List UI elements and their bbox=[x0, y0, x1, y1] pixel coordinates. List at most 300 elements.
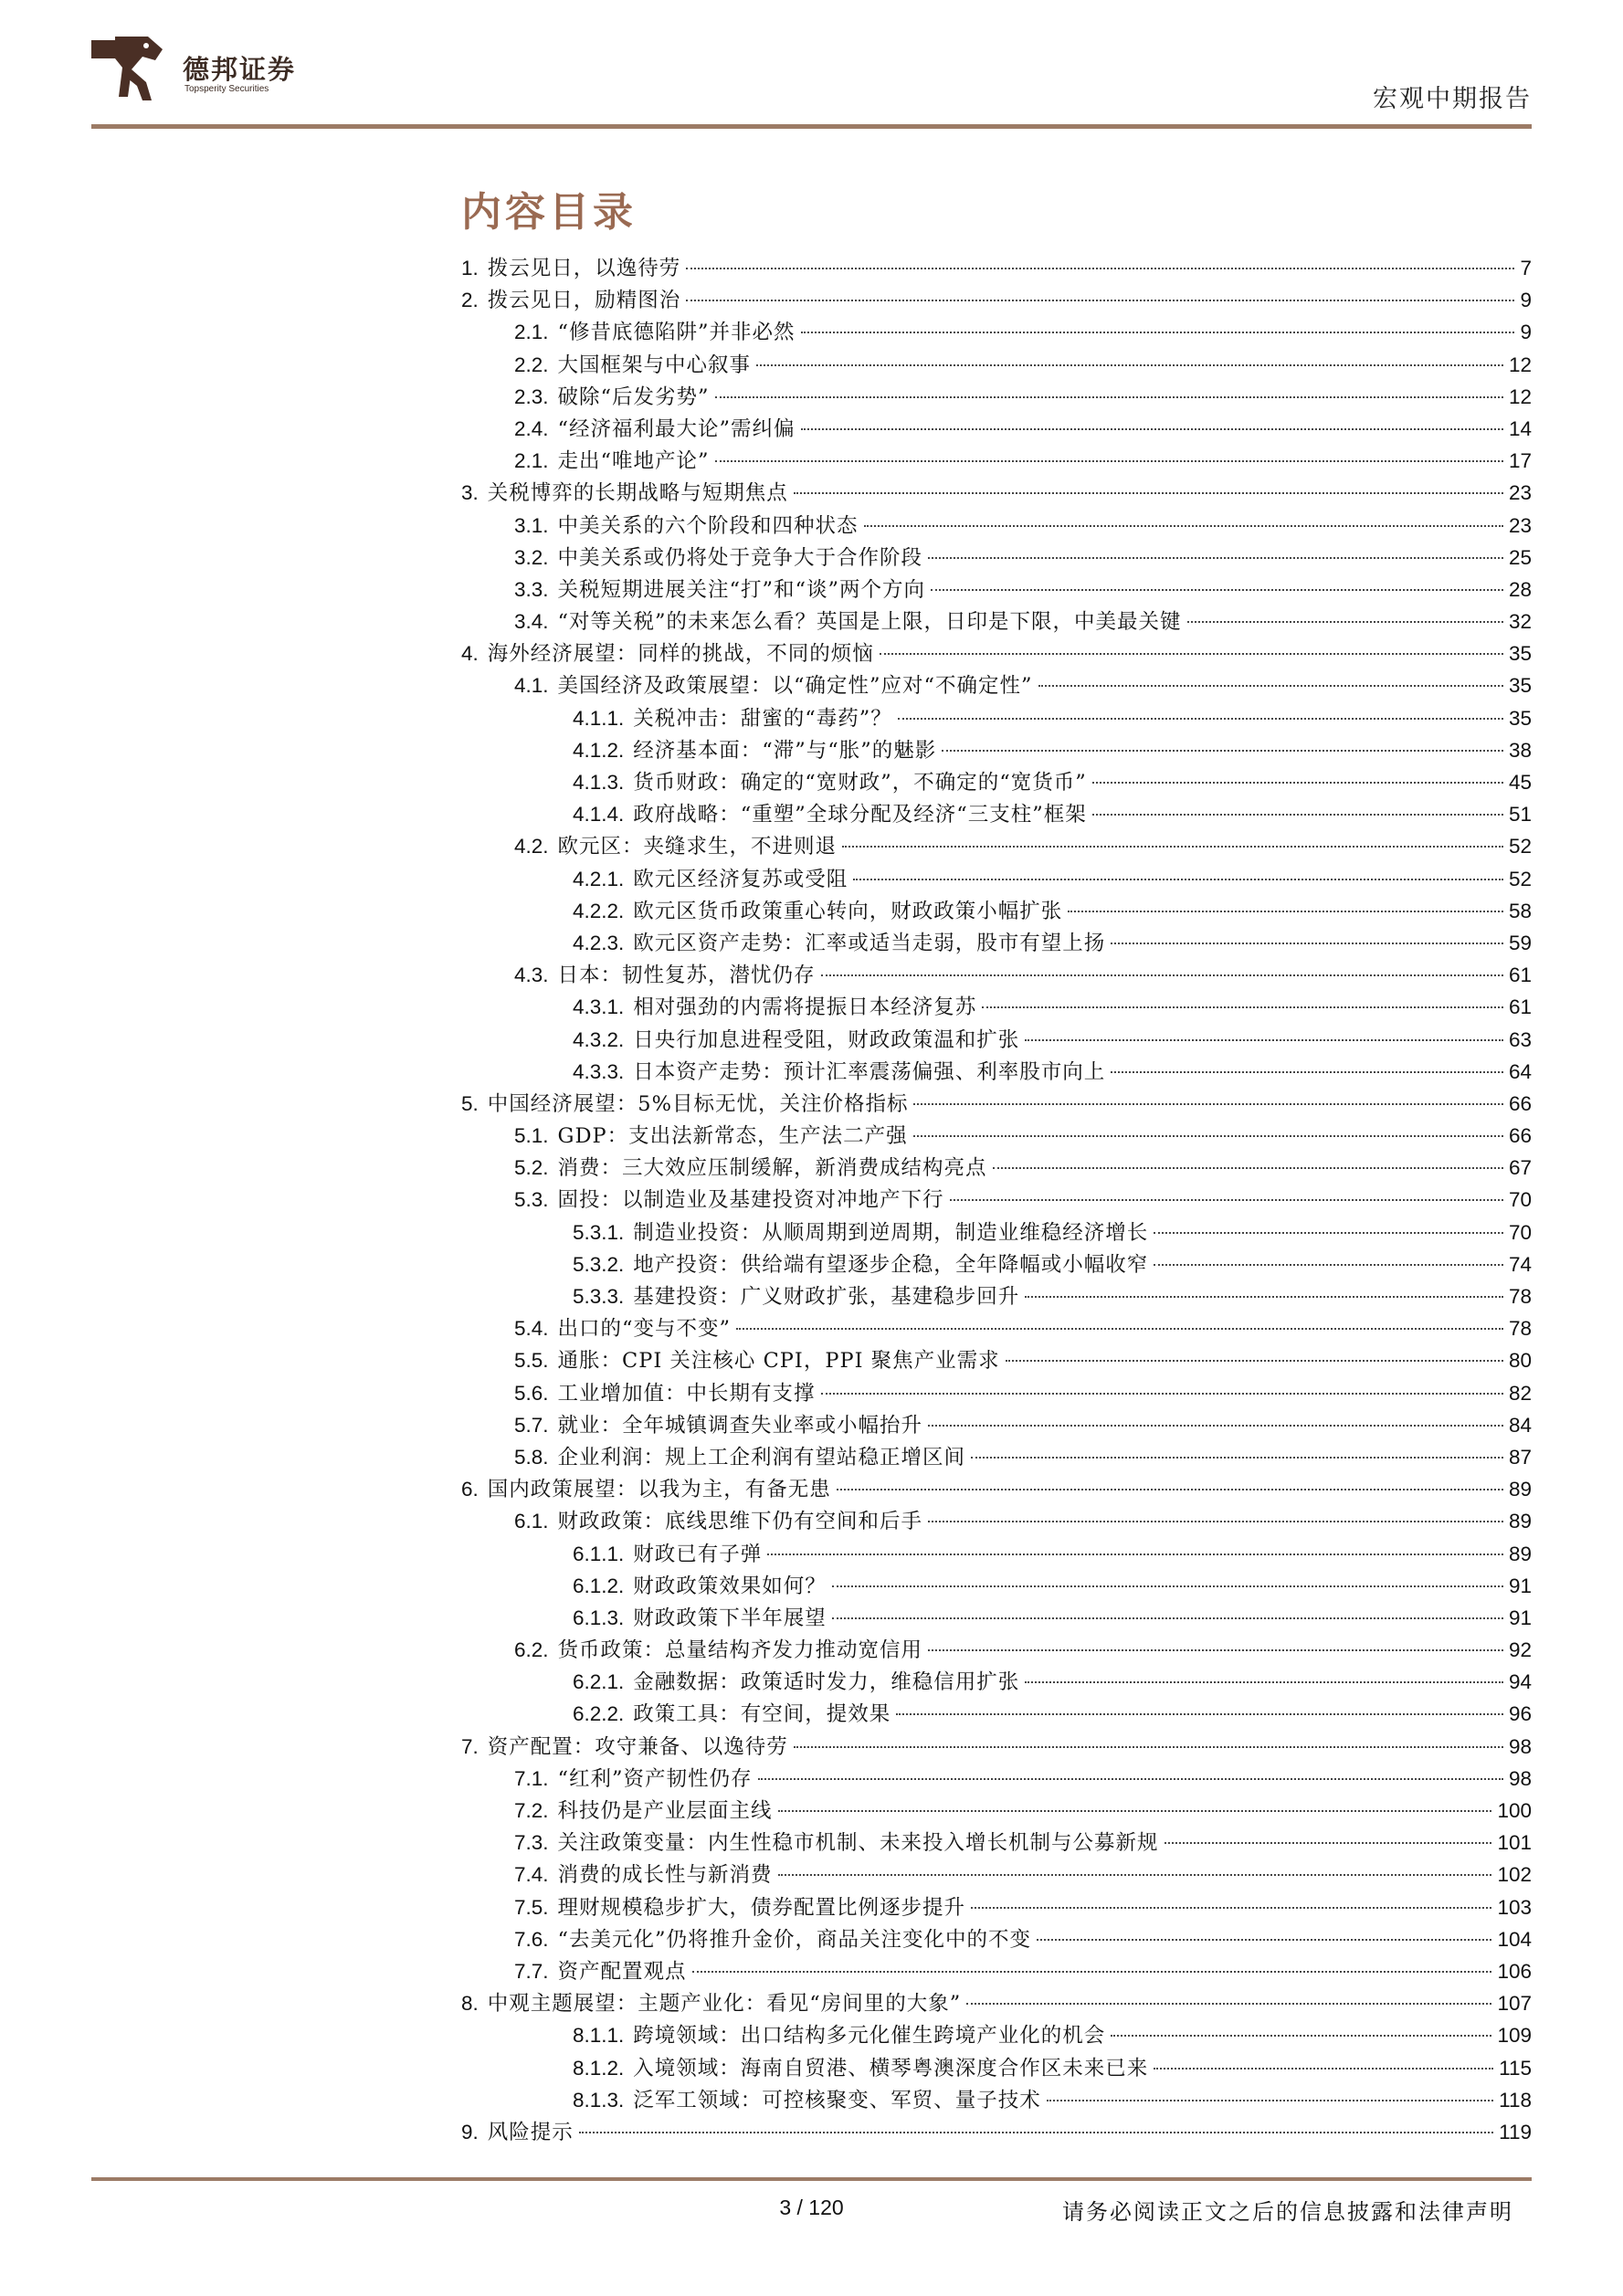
toc-entry[interactable] bbox=[461, 766, 1532, 798]
toc-entry-title[interactable]: 固投：以制造业及基建投资对冲地产下行 bbox=[557, 1188, 944, 1213]
toc-entry-page: 38 bbox=[1508, 738, 1532, 762]
toc-entry-title[interactable]: 地产投资：供给端有望逐步企稳，全年降幅或小幅收窄 bbox=[633, 1252, 1149, 1277]
toc-entry-title[interactable]: 海外经济展望：同样的挑战，不同的烦恼 bbox=[487, 642, 874, 667]
toc-entry-title[interactable]: 政府战略：“重塑”全球分配及经济“三支柱”框架 bbox=[633, 803, 1087, 827]
toc-entry-title[interactable]: 财政政策效果如何？ bbox=[633, 1574, 827, 1598]
toc-entry[interactable] bbox=[461, 2084, 1532, 2116]
toc-entry[interactable] bbox=[461, 1570, 1532, 1602]
toc-leader-dots bbox=[931, 589, 1503, 591]
toc-entry-number: 3.4. bbox=[514, 610, 549, 634]
toc-entry-title[interactable]: 泛军工领域：可控核聚变、军贸、量子技术 bbox=[633, 2088, 1041, 2112]
toc-entry-number: 7. bbox=[461, 1734, 479, 1758]
toc-leader-dots bbox=[736, 1328, 1503, 1330]
toc-entry-page: 9 bbox=[1520, 321, 1532, 344]
toc-entry-title[interactable]: 科技仍是产业层面主线 bbox=[557, 1799, 773, 1823]
toc-entry[interactable] bbox=[461, 1216, 1532, 1248]
toc-entry-title[interactable]: “对等关税”的未来怎么看？英国是上限，日印是下限，中美最关键 bbox=[557, 610, 1182, 635]
toc-entry-number: 6.1.3. bbox=[573, 1606, 625, 1629]
toc-entry-number: 4.2.1. bbox=[573, 867, 625, 890]
toc-entry[interactable] bbox=[461, 637, 1532, 669]
toc-leader-dots bbox=[1025, 1681, 1503, 1683]
toc-entry[interactable] bbox=[461, 1666, 1532, 1698]
toc-entry-number: 4.1.1. bbox=[573, 706, 625, 730]
company-logo-mark bbox=[91, 33, 174, 106]
toc-entry[interactable] bbox=[461, 1731, 1532, 1763]
toc-entry-page: 82 bbox=[1508, 1381, 1532, 1405]
toc-leader-dots bbox=[715, 396, 1503, 398]
toc-entry-title[interactable]: 经济基本面：“滞”与“胀”的魅影 bbox=[633, 738, 937, 763]
toc-entry-title[interactable]: 制造业投资：从顺周期到逆周期，制造业维稳经济增长 bbox=[633, 1220, 1149, 1245]
toc-entry-page: 89 bbox=[1508, 1478, 1532, 1501]
toc-leader-dots bbox=[928, 1425, 1503, 1427]
toc-entry-page: 51 bbox=[1508, 803, 1532, 827]
toc-entry-title[interactable]: 相对强劲的内需将提振日本经济复苏 bbox=[633, 995, 977, 1020]
toc-entry-page: 91 bbox=[1508, 1606, 1532, 1629]
toc-entry-number: 2. bbox=[461, 289, 479, 312]
toc-leader-dots bbox=[1025, 1296, 1503, 1298]
toc-entry[interactable] bbox=[461, 542, 1532, 574]
toc-leader-dots bbox=[864, 525, 1503, 527]
toc-entry-title[interactable]: 消费的成长性与新消费 bbox=[557, 1863, 773, 1888]
toc-entry-page: 96 bbox=[1508, 1702, 1532, 1726]
company-logo bbox=[91, 33, 338, 115]
toc-entry-number: 8.1.2. bbox=[573, 2056, 625, 2080]
toc-entry-number: 4.3.2. bbox=[573, 1027, 625, 1051]
toc-leader-dots bbox=[1165, 1842, 1492, 1844]
toc-entry-page: 25 bbox=[1508, 545, 1532, 569]
toc-leader-dots bbox=[715, 460, 1503, 462]
toc-entry-number: 5. bbox=[461, 1091, 479, 1115]
toc-entry-page: 14 bbox=[1508, 416, 1532, 440]
toc-entry-title[interactable]: 欧元区：夹缝求生，不进则退 bbox=[557, 835, 838, 859]
toc-leader-dots bbox=[686, 268, 1514, 269]
toc-entry-number: 5.3.2. bbox=[573, 1252, 625, 1276]
toc-entry[interactable] bbox=[461, 830, 1532, 862]
toc-entry-title[interactable]: 基建投资：广义财政扩张，基建稳步回升 bbox=[633, 1285, 1020, 1309]
toc-entry-page: 61 bbox=[1508, 995, 1532, 1019]
toc-entry-title[interactable]: 日本资产走势：预计汇率震荡偏强、利率股市向上 bbox=[633, 1059, 1106, 1084]
toc-entry[interactable] bbox=[461, 1763, 1532, 1795]
report-type: 宏观中期报告 bbox=[1373, 85, 1532, 113]
toc-entry-title[interactable]: 财政政策：底线思维下仍有空间和后手 bbox=[557, 1510, 923, 1534]
toc-entry-page: 98 bbox=[1508, 1766, 1532, 1790]
toc-entry[interactable] bbox=[461, 798, 1532, 830]
toc-entry-title[interactable]: “经济福利最大论”需纠偏 bbox=[557, 416, 796, 441]
toc-leader-dots bbox=[1111, 2035, 1491, 2037]
toc-entry-page: 61 bbox=[1508, 964, 1532, 987]
toc-entry-number: 7.6. bbox=[514, 1927, 549, 1951]
toc-entry-title[interactable]: 日本：韧性复苏，潜忧仍存 bbox=[557, 964, 816, 988]
legal-disclaimer: 请务必阅读正文之后的信息披露和法律声明 bbox=[1062, 2199, 1513, 2225]
toc-entry[interactable] bbox=[461, 1859, 1532, 1891]
toc-entry-title[interactable]: 跨境领域：出口结构多元化催生跨境产业化的机会 bbox=[633, 2024, 1106, 2048]
toc-entry[interactable] bbox=[461, 445, 1532, 477]
toc-leader-dots bbox=[1037, 1939, 1491, 1941]
toc-entry-title[interactable]: 中国经济展望：5%目标无忧，关注价格指标 bbox=[487, 1091, 909, 1116]
toc-entry-number: 2.3. bbox=[514, 384, 549, 408]
toc-leader-dots bbox=[821, 974, 1503, 976]
toc-entry-number: 4.3.1. bbox=[573, 995, 625, 1019]
toc-entry-page: 78 bbox=[1508, 1285, 1532, 1308]
toc-entry-page: 101 bbox=[1497, 1831, 1532, 1855]
toc-entry-page: 98 bbox=[1508, 1734, 1532, 1758]
toc-entry-title[interactable]: 货币财政：确定的“宽财政”，不确定的“宽货币” bbox=[633, 771, 1087, 795]
toc-entry-page: 64 bbox=[1508, 1059, 1532, 1083]
toc-entry-page: 107 bbox=[1497, 1992, 1532, 2016]
toc-entry-page: 118 bbox=[1499, 2088, 1532, 2112]
toc-entry-title[interactable]: 通胀：CPI 关注核心 CPI，PPI 聚焦产业需求 bbox=[557, 1349, 1000, 1374]
toc-entry-page: 103 bbox=[1497, 1895, 1532, 1919]
toc-leader-dots bbox=[1047, 2100, 1493, 2101]
toc-entry-page: 35 bbox=[1508, 642, 1532, 666]
toc-entry[interactable] bbox=[461, 895, 1532, 927]
toc-entry-number: 9. bbox=[461, 2120, 479, 2143]
toc-entry-title[interactable]: 货币政策：总量结构齐发力推动宽信用 bbox=[557, 1638, 923, 1663]
toc-entry-number: 2.2. bbox=[514, 353, 549, 376]
toc-entry-title[interactable]: “修昔底德陷阱”并非必然 bbox=[557, 321, 796, 345]
toc-entry[interactable] bbox=[461, 1088, 1532, 1120]
toc-leader-dots bbox=[686, 300, 1514, 301]
toc-leader-dots bbox=[801, 428, 1503, 430]
header-divider bbox=[91, 124, 1532, 129]
toc-leader-dots bbox=[966, 2003, 1491, 2005]
toc-entry-page: 66 bbox=[1508, 1124, 1532, 1148]
toc-entry[interactable] bbox=[461, 1120, 1532, 1152]
toc-leader-dots bbox=[913, 1135, 1503, 1137]
toc-leader-dots bbox=[913, 1103, 1503, 1105]
toc-entry-number: 6.1. bbox=[514, 1510, 549, 1533]
toc-entry[interactable] bbox=[461, 1409, 1532, 1441]
toc-entry[interactable] bbox=[461, 2019, 1532, 2051]
toc-entry-title[interactable]: GDP：支出法新常态，生产法二产强 bbox=[557, 1124, 908, 1149]
footer-divider bbox=[91, 2177, 1532, 2181]
toc-entry-title[interactable]: 就业：全年城镇调查失业率或小幅抬升 bbox=[557, 1413, 923, 1438]
toc-entry-number: 7.2. bbox=[514, 1799, 549, 1822]
toc-leader-dots bbox=[1111, 1071, 1503, 1073]
company-name: 德邦证券 bbox=[183, 54, 297, 85]
toc-entry-title[interactable]: 金融数据：政策适时发力，维稳信用扩张 bbox=[633, 1670, 1020, 1695]
toc-leader-dots bbox=[853, 879, 1503, 880]
company-name-en: Topsperity Securities bbox=[184, 84, 269, 94]
toc-entry-number: 5.4. bbox=[514, 1317, 549, 1341]
toc-entry-title[interactable]: 工业增加值：中长期有支撑 bbox=[557, 1381, 816, 1406]
toc-entry-title[interactable]: 拨云见日，励精图治 bbox=[487, 289, 681, 313]
toc-entry[interactable] bbox=[461, 574, 1532, 606]
toc-entry-page: 7 bbox=[1520, 257, 1532, 279]
table-of-contents bbox=[461, 252, 1532, 2148]
toc-entry-title[interactable]: 出口的“变与不变” bbox=[557, 1317, 732, 1342]
toc-entry[interactable] bbox=[461, 1344, 1532, 1376]
toc-entry-title[interactable]: 资产配置：攻守兼备、以逸待劳 bbox=[487, 1734, 788, 1759]
toc-leader-dots bbox=[928, 1521, 1503, 1522]
toc-leader-dots bbox=[1038, 685, 1503, 687]
toc-entry-number: 7.1. bbox=[514, 1766, 549, 1790]
toc-entry-page: 70 bbox=[1508, 1188, 1532, 1212]
toc-entry-number: 6. bbox=[461, 1478, 479, 1501]
toc-entry-number: 5.3.1. bbox=[573, 1220, 625, 1244]
toc-entry-page: 100 bbox=[1497, 1799, 1532, 1822]
toc-leader-dots bbox=[794, 492, 1503, 494]
toc-entry-title[interactable]: 风险提示 bbox=[487, 2120, 574, 2144]
toc-entry[interactable] bbox=[461, 284, 1532, 316]
toc-leader-dots bbox=[1154, 1232, 1503, 1234]
toc-entry[interactable] bbox=[461, 1955, 1532, 1987]
toc-entry-page: 28 bbox=[1508, 577, 1532, 601]
toc-entry[interactable] bbox=[461, 1056, 1532, 1088]
toc-entry-page: 12 bbox=[1508, 353, 1532, 376]
toc-leader-dots bbox=[1068, 911, 1503, 912]
toc-entry-page: 94 bbox=[1508, 1670, 1532, 1694]
toc-entry-title[interactable]: 中美关系或仍将处于竞争大于合作阶段 bbox=[557, 545, 923, 570]
toc-entry-title[interactable]: 财政政策下半年展望 bbox=[633, 1606, 827, 1630]
toc-leader-dots bbox=[928, 557, 1503, 559]
toc-entry-number: 5.3. bbox=[514, 1188, 549, 1212]
toc-entry-title[interactable]: 欧元区资产走势：汇率或适当走弱，股市有望上扬 bbox=[633, 931, 1106, 955]
toc-entry-title[interactable]: 入境领域：海南自贸港、横琴粤澳深度合作区未来已来 bbox=[633, 2056, 1149, 2080]
toc-entry-number: 4.1. bbox=[514, 674, 549, 698]
toc-entry-number: 5.8. bbox=[514, 1445, 549, 1469]
toc-entry-title[interactable]: 欧元区经济复苏或受阻 bbox=[633, 867, 848, 891]
toc-entry-title[interactable]: 理财规模稳步扩大，债券配置比例逐步提升 bbox=[557, 1895, 966, 1920]
toc-entry[interactable] bbox=[461, 316, 1532, 348]
toc-entry-title[interactable]: 美国经济及政策展望：以“确定性”应对“不确定性” bbox=[557, 674, 1033, 699]
toc-entry[interactable] bbox=[461, 1312, 1532, 1344]
toc-entry-number: 4.1.2. bbox=[573, 738, 625, 762]
toc-entry-title[interactable]: 关注政策变量：内生性稳市机制、未来投入增长机制与公募新规 bbox=[557, 1831, 1159, 1856]
toc-entry[interactable] bbox=[461, 1473, 1532, 1505]
toc-entry-title[interactable]: 日央行加息进程受阻，财政政策温和扩张 bbox=[633, 1027, 1020, 1052]
toc-entry-number: 7.3. bbox=[514, 1831, 549, 1855]
toc-entry-title[interactable]: 关税冲击：甜蜜的“毒药”？ bbox=[633, 706, 892, 731]
toc-entry-page: 78 bbox=[1508, 1317, 1532, 1341]
toc-leader-dots bbox=[950, 1199, 1503, 1201]
toc-entry-title[interactable]: 国内政策展望：以我为主，有备无患 bbox=[487, 1478, 831, 1502]
toc-leader-dots bbox=[837, 1489, 1503, 1490]
toc-entry-page: 45 bbox=[1508, 771, 1532, 794]
toc-entry-page: 12 bbox=[1508, 384, 1532, 408]
toc-entry[interactable] bbox=[461, 1505, 1532, 1537]
page-header bbox=[91, 0, 1532, 128]
toc-entry[interactable] bbox=[461, 606, 1532, 637]
toc-entry-number: 4.2. bbox=[514, 835, 549, 858]
toc-entry[interactable] bbox=[461, 1184, 1532, 1216]
toc-entry-title[interactable]: “红利”资产韧性仍存 bbox=[557, 1766, 753, 1791]
toc-entry-number: 5.5. bbox=[514, 1349, 549, 1373]
toc-leader-dots bbox=[778, 1810, 1492, 1812]
toc-entry[interactable] bbox=[461, 1377, 1532, 1409]
toc-entry-title[interactable]: 大国框架与中心叙事 bbox=[557, 353, 752, 377]
toc-leader-dots bbox=[1006, 1360, 1503, 1362]
toc-leader-dots bbox=[692, 1971, 1492, 1973]
toc-leader-dots bbox=[993, 1167, 1503, 1169]
toc-entry-title[interactable]: 中美关系的六个阶段和四种状态 bbox=[557, 513, 859, 538]
toc-leader-dots bbox=[756, 364, 1503, 366]
page-number: 3 / 120 bbox=[779, 2196, 844, 2219]
toc-leader-dots bbox=[1111, 943, 1503, 944]
toc-entry-title[interactable]: 走出“唯地产论” bbox=[557, 449, 710, 474]
toc-leader-dots bbox=[801, 332, 1515, 333]
toc-entry-page: 89 bbox=[1508, 1510, 1532, 1533]
toc-leader-dots bbox=[928, 1649, 1503, 1651]
toc-leader-dots bbox=[842, 846, 1503, 848]
toc-entry-number: 4.1.4. bbox=[573, 803, 625, 827]
toc-entry[interactable] bbox=[461, 991, 1532, 1023]
toc-entry[interactable] bbox=[461, 1827, 1532, 1859]
toc-entry[interactable] bbox=[461, 1538, 1532, 1570]
toc-entry-number: 4.3.3. bbox=[573, 1059, 625, 1083]
toc-entry-title[interactable]: 拨云见日，以逸待劳 bbox=[487, 257, 681, 280]
toc-entry-page: 23 bbox=[1508, 481, 1532, 505]
toc-leader-dots bbox=[767, 1553, 1503, 1555]
toc-entry[interactable] bbox=[461, 2052, 1532, 2084]
toc-entry-number: 4.1.3. bbox=[573, 771, 625, 794]
toc-leader-dots bbox=[896, 1713, 1503, 1715]
toc-entry-page: 32 bbox=[1508, 610, 1532, 634]
toc-entry-number: 3. bbox=[461, 481, 479, 505]
toc-entry-page: 17 bbox=[1508, 449, 1532, 473]
toc-entry-title[interactable]: 财政已有子弹 bbox=[633, 1542, 763, 1566]
toc-entry[interactable] bbox=[461, 1248, 1532, 1280]
toc-entry-number: 2.1. bbox=[514, 449, 549, 473]
toc-entry-page: 106 bbox=[1497, 1959, 1532, 1983]
toc-entry-number: 5.1. bbox=[514, 1124, 549, 1148]
toc-entry-number: 6.2.2. bbox=[573, 1702, 625, 1726]
toc-entry[interactable] bbox=[461, 1602, 1532, 1634]
toc-entry-number: 5.3.3. bbox=[573, 1285, 625, 1308]
toc-entry[interactable] bbox=[461, 1024, 1532, 1056]
toc-entry[interactable] bbox=[461, 2116, 1532, 2148]
toc-entry-number: 8. bbox=[461, 1992, 479, 2016]
toc-entry-title[interactable]: 关税短期进展关注“打”和“谈”两个方向 bbox=[557, 577, 926, 602]
toc-entry[interactable] bbox=[461, 252, 1532, 284]
toc-entry-page: 91 bbox=[1508, 1574, 1532, 1597]
toc-entry-number: 5.6. bbox=[514, 1381, 549, 1405]
toc-entry[interactable] bbox=[461, 381, 1532, 413]
toc-entry[interactable] bbox=[461, 702, 1532, 734]
toc-leader-dots bbox=[1187, 621, 1503, 623]
toc-entry-number: 6.1.2. bbox=[573, 1574, 625, 1597]
toc-entry-page: 74 bbox=[1508, 1252, 1532, 1276]
toc-entry-page: 67 bbox=[1508, 1156, 1532, 1180]
toc-entry[interactable] bbox=[461, 1280, 1532, 1312]
toc-entry-page: 35 bbox=[1508, 674, 1532, 698]
toc-entry-number: 2.4. bbox=[514, 416, 549, 440]
toc-entry[interactable] bbox=[461, 1987, 1532, 2019]
toc-leader-dots bbox=[832, 1585, 1503, 1587]
toc-entry-number: 3.1. bbox=[514, 513, 549, 537]
toc-entry[interactable] bbox=[461, 1634, 1532, 1666]
toc-entry-title[interactable]: 资产配置观点 bbox=[557, 1959, 687, 1984]
toc-entry-page: 66 bbox=[1508, 1091, 1532, 1115]
toc-entry[interactable] bbox=[461, 927, 1532, 959]
toc-entry-page: 87 bbox=[1508, 1445, 1532, 1469]
toc-leader-dots bbox=[898, 718, 1503, 720]
toc-entry-number: 5.2. bbox=[514, 1156, 549, 1180]
toc-entry-page: 80 bbox=[1508, 1349, 1532, 1373]
toc-leader-dots bbox=[942, 750, 1503, 752]
toc-leader-dots bbox=[880, 653, 1503, 655]
toc-entry-number: 1. bbox=[461, 257, 479, 279]
toc-entry-number: 6.2. bbox=[514, 1638, 549, 1662]
toc-entry[interactable] bbox=[461, 1795, 1532, 1827]
toc-entry-title[interactable]: 关税博弈的长期战略与短期焦点 bbox=[487, 481, 788, 506]
toc-leader-dots bbox=[821, 1393, 1503, 1395]
toc-entry-page: 115 bbox=[1499, 2056, 1532, 2080]
toc-entry[interactable] bbox=[461, 734, 1532, 766]
toc-entry-page: 119 bbox=[1499, 2120, 1532, 2143]
toc-entry-page: 63 bbox=[1508, 1027, 1532, 1051]
toc-entry-page: 35 bbox=[1508, 706, 1532, 730]
toc-entry-number: 4.2.3. bbox=[573, 931, 625, 954]
toc-entry-page: 52 bbox=[1508, 835, 1532, 858]
toc-entry[interactable] bbox=[461, 1152, 1532, 1184]
toc-entry-page: 59 bbox=[1508, 931, 1532, 954]
toc-leader-dots bbox=[1154, 1264, 1503, 1266]
toc-entry-number: 3.3. bbox=[514, 577, 549, 601]
toc-entry-title[interactable]: 消费：三大效应压制缓解，新消费成结构亮点 bbox=[557, 1156, 987, 1181]
toc-entry[interactable] bbox=[461, 1698, 1532, 1730]
toc-entry-page: 70 bbox=[1508, 1220, 1532, 1244]
toc-entry[interactable] bbox=[461, 349, 1532, 381]
toc-leader-dots bbox=[1025, 1039, 1503, 1041]
toc-entry-number: 7.7. bbox=[514, 1959, 549, 1983]
toc-entry-number: 8.1.3. bbox=[573, 2088, 625, 2112]
toc-entry[interactable] bbox=[461, 477, 1532, 509]
toc-leader-dots bbox=[1154, 2068, 1493, 2070]
toc-entry-page: 92 bbox=[1508, 1638, 1532, 1662]
toc-entry[interactable] bbox=[461, 959, 1532, 991]
toc-entry-title[interactable]: 中观主题展望：主题产业化：看见“房间里的大象” bbox=[487, 1992, 962, 2017]
toc-entry-number: 4. bbox=[461, 642, 479, 666]
toc-entry-number: 8.1.1. bbox=[573, 2024, 625, 2048]
toc-leader-dots bbox=[971, 1907, 1491, 1909]
toc-leader-dots bbox=[1092, 814, 1503, 816]
toc-entry-number: 6.1.1. bbox=[573, 1542, 625, 1565]
toc-entry-number: 4.2.2. bbox=[573, 899, 625, 922]
toc-entry-number: 2.1. bbox=[514, 321, 549, 344]
toc-leader-dots bbox=[579, 2132, 1493, 2133]
toc-entry-number: 4.3. bbox=[514, 964, 549, 987]
toc-entry-number: 5.7. bbox=[514, 1413, 549, 1437]
toc-entry-title[interactable]: 破除“后发劣势” bbox=[557, 384, 710, 409]
toc-leader-dots bbox=[1092, 782, 1503, 784]
toc-entry[interactable] bbox=[461, 863, 1532, 895]
toc-leader-dots bbox=[758, 1778, 1503, 1780]
toc-entry-page: 23 bbox=[1508, 513, 1532, 537]
toc-entry-page: 89 bbox=[1508, 1542, 1532, 1565]
toc-entry[interactable] bbox=[461, 1923, 1532, 1955]
toc-entry-title[interactable]: 政策工具：有空间，提效果 bbox=[633, 1702, 891, 1727]
toc-entry-title[interactable]: 企业利润：规上工企利润有望站稳正增区间 bbox=[557, 1445, 966, 1469]
toc-entry-number: 7.5. bbox=[514, 1895, 549, 1919]
toc-entry-title[interactable]: “去美元化”仍将推升金价，商品关注变化中的不变 bbox=[557, 1927, 1032, 1952]
toc-entry[interactable] bbox=[461, 510, 1532, 542]
toc-entry-page: 102 bbox=[1497, 1863, 1532, 1887]
toc-leader-dots bbox=[971, 1457, 1503, 1459]
toc-entry-title[interactable]: 欧元区货币政策重心转向，财政政策小幅扩张 bbox=[633, 899, 1063, 923]
toc-entry[interactable] bbox=[461, 413, 1532, 445]
toc-entry[interactable] bbox=[461, 1891, 1532, 1923]
toc-entry[interactable] bbox=[461, 669, 1532, 701]
toc-entry-page: 9 bbox=[1520, 289, 1532, 312]
toc-entry-page: 104 bbox=[1497, 1927, 1532, 1951]
toc-entry-page: 109 bbox=[1497, 2024, 1532, 2048]
toc-entry-number: 7.4. bbox=[514, 1863, 549, 1887]
toc-leader-dots bbox=[778, 1874, 1492, 1876]
toc-leader-dots bbox=[794, 1746, 1503, 1748]
toc-entry-number: 6.2.1. bbox=[573, 1670, 625, 1694]
toc-entry[interactable] bbox=[461, 1441, 1532, 1473]
